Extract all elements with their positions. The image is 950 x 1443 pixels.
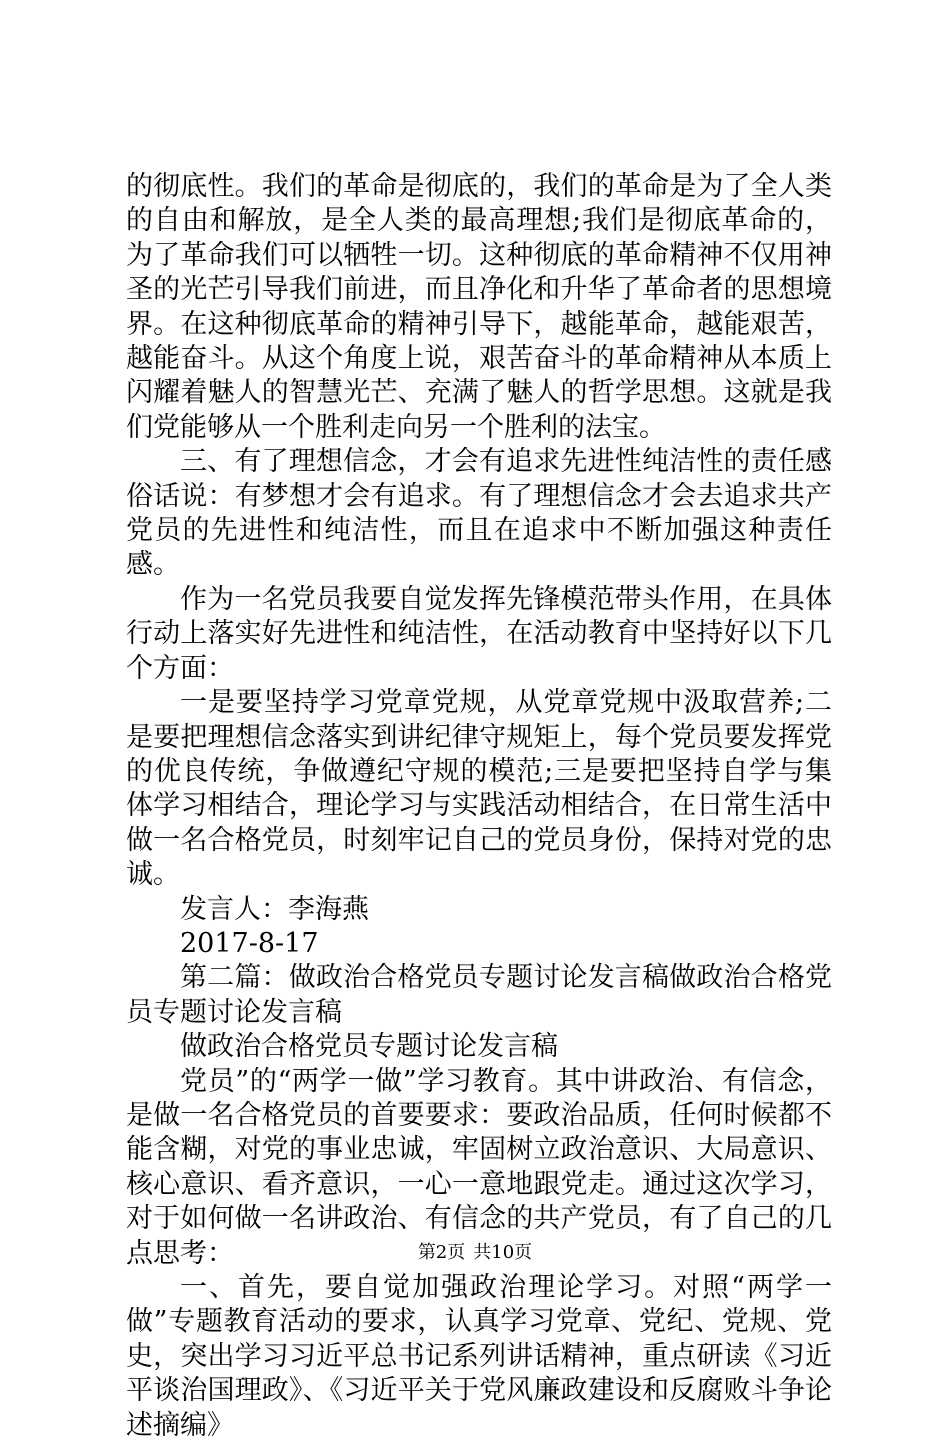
paragraph-revolution-thoroughness: 的彻底性。我们的革命是彻底的，我们的革命是为了全人类的自由和解放，是全人类的最高理想;我们是彻底革命的，为了革命我们可以牺牲一切。这种彻底的革命精神不仅用神圣的光芒引导我们前进，而且净化和升华了革命者的思想境界。在这种彻底革命的精神引导下，越能革命，越能艰苦，越能奋斗。从这个角度上说，艰苦奋斗的革命精神从本质上闪耀着魅人的智慧光芒、充满了魅人的哲学思想。这就是我们党能够从一个胜利走向另一个胜利的法宝。	[126, 171, 832, 443]
section-two-title: 做政治合格党员专题讨论发言稿	[180, 1031, 558, 1063]
paragraph-point-one: 一、首先，要自觉加强政治理论学习。对照“两学一做”专题教育活动的要求，认真学习党章、党纪、党规、党史，突出学习习近平总书记系列讲话精神，重点研读《习近平谈治国理政》、《习近平关于党风廉政建设和反腐败斗争论述摘编》	[126, 1272, 832, 1441]
paragraph-two-studies: 党员”的“两学一做”学习教育。其中讲政治、有信念，是做一名合格党员的首要要求：要政治品质，任何时候都不能含糊，对党的事业忠诚，牢固树立政治意识、大局意识、核心意识、看齐意识，一心一意地跟党走。通过这次学习，对于如何做一名讲政治、有信念的共产党员，有了自己的几点思考：	[126, 1065, 832, 1269]
speaker-line: 发言人：李海燕	[180, 893, 369, 925]
page-total: 共10页	[473, 1242, 533, 1263]
paragraph-three-requirements: 一是要坚持学习党章党规，从党章党规中汲取营养;二是要把理想信念落实到讲纪律守规矩上，每个党员要发挥党的优良传统，争做遵纪守规的模范;三是要把坚持自学与集体学习相结合，理论学习与实践活动相结合，在日常生活中做一名合格党员，时刻牢记自己的党员身份，保持对党的忠诚。	[126, 687, 832, 891]
paragraph-point-three: 三、有了理想信念，才会有追求先进性纯洁性的责任感俗话说：有梦想才会有追求。有了理想信念才会去追求共产党员的先进性和纯洁性，而且在追求中不断加强这种责任感。	[126, 446, 832, 581]
date-line: 2017-8-17	[180, 927, 319, 959]
section-two-heading: 第二篇：做政治合格党员专题讨论发言稿做政治合格党员专题讨论发言稿	[126, 962, 832, 1028]
page-footer	[0, 1242, 950, 1264]
page-number: 第2页	[417, 1242, 466, 1263]
paragraph-as-party-member: 作为一名党员我要自觉发挥先锋模范带头作用，在具体行动上落实好先进性和纯洁性，在活动教育中坚持好以下几个方面：	[126, 583, 832, 684]
